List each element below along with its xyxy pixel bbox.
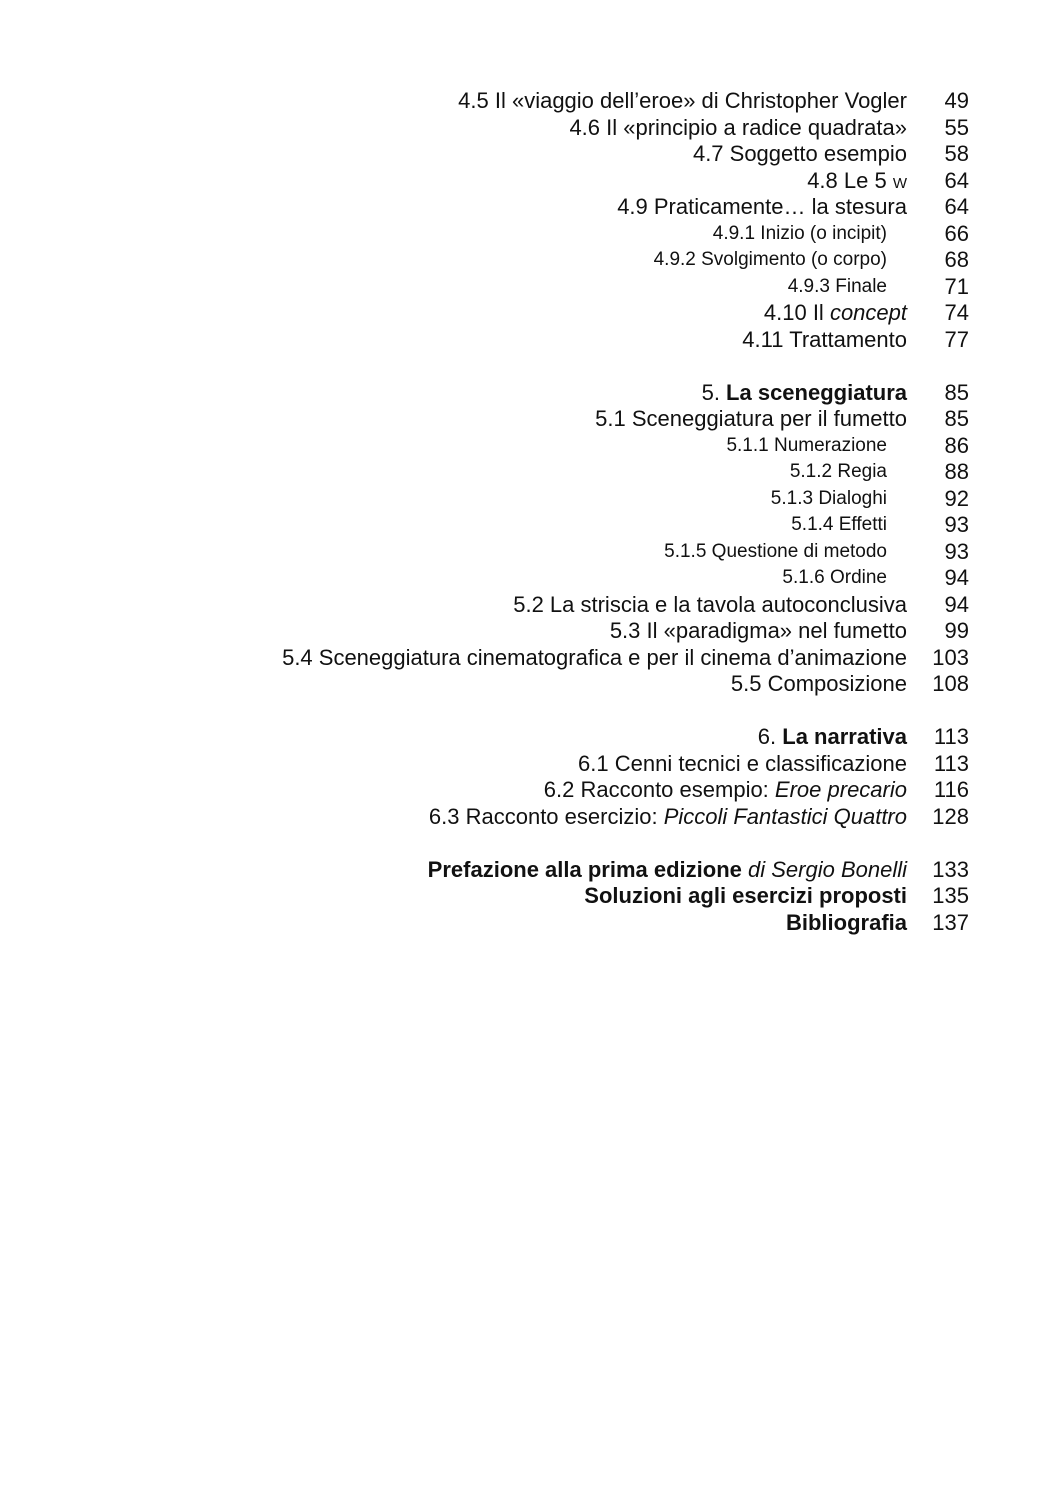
toc-entry-title [791, 512, 887, 539]
toc-entry-text: 5.1.5 Questione di metodo [664, 540, 887, 562]
toc-entry [0, 459, 1062, 486]
toc-entry-text: 5.1.2 Regia [789, 461, 887, 482]
toc-entry [0, 618, 1062, 645]
toc-page-number: 133 [932, 856, 969, 882]
toc-entry [0, 565, 1062, 592]
toc-entry-title [786, 910, 907, 937]
toc-page-number: 93 [944, 512, 969, 537]
toc-entry-title [788, 274, 887, 301]
toc-page-number: 64 [944, 167, 969, 193]
toc-entry [0, 486, 1062, 513]
toc-entry [0, 883, 1062, 910]
toc-page-number: 92 [944, 485, 969, 511]
toc-entry-title [771, 486, 887, 513]
toc-page-number: 85 [944, 406, 969, 431]
toc-entry-title [764, 300, 907, 327]
toc-entry-title [702, 380, 907, 407]
toc-entry-text: 6. [757, 724, 783, 749]
toc-entry-title [713, 221, 887, 248]
toc-page-number: 128 [932, 803, 969, 829]
toc-page-number: 55 [944, 114, 969, 140]
toc-entry-title [617, 194, 907, 221]
toc-page-number: 113 [933, 724, 969, 749]
toc-entry-text: 4.9.3 Finale [787, 275, 887, 297]
toc-entry [0, 168, 1062, 195]
toc-entry-text: 5.1.3 Dialoghi [770, 487, 887, 509]
toc-entry-text: 4.10 Il [763, 300, 830, 325]
toc-page-number: 49 [944, 88, 969, 113]
toc-entry [0, 300, 1062, 327]
toc-entry-text: 4.9 Praticamente… la stesura [617, 194, 907, 219]
toc-entry-title [569, 115, 907, 142]
toc-page-number: 137 [932, 909, 969, 935]
toc-entry-title [595, 406, 907, 433]
toc-entry [0, 910, 1062, 937]
toc-entry-title [578, 751, 907, 778]
toc-page-number: 66 [944, 220, 969, 246]
toc-entry [0, 857, 1062, 884]
toc-entry-title [807, 168, 907, 198]
toc-entry [0, 327, 1062, 354]
toc-entry-text: 4.7 Soggetto esempio [692, 141, 907, 166]
toc-entry-title [664, 539, 887, 566]
toc-entry-title [790, 459, 887, 486]
toc-entry-title [758, 724, 907, 751]
section-gap [0, 698, 1062, 725]
toc-entry-title [429, 804, 907, 831]
toc-page-number: 99 [944, 618, 969, 643]
toc-entry-title [731, 671, 907, 698]
toc-entry-title [782, 565, 887, 592]
toc-entry-title [610, 618, 907, 645]
toc-entry-text: Piccoli Fantastici Quattro [663, 803, 907, 829]
toc-entry-text: concept [829, 300, 907, 325]
table-of-contents [0, 88, 1062, 936]
section-gap [0, 830, 1062, 857]
toc-entry-text: 4.8 Le 5 [807, 167, 893, 193]
toc-entry [0, 724, 1062, 751]
toc-entry-text: 5.1.6 Ordine [782, 567, 887, 588]
toc-entry [0, 406, 1062, 433]
toc-entry-text: Prefazione alla prima edizione [427, 856, 742, 882]
toc-page-number: 135 [932, 883, 969, 908]
toc-entry-title [726, 433, 887, 460]
toc-entry-text: La sceneggiatura [726, 379, 907, 405]
toc-page-number: 85 [944, 379, 969, 405]
toc-entry-title [654, 247, 887, 274]
toc-entry-text: La narrativa [782, 724, 907, 749]
toc-page-number: 108 [932, 671, 969, 696]
toc-entry-title [742, 327, 907, 354]
toc-page-number: 64 [944, 194, 969, 219]
toc-entry-text: 6.3 Racconto esercizio: [428, 803, 664, 829]
toc-entry-text: 5.4 Sceneggiatura cinematografica e per il cinema d’animazione [282, 644, 907, 670]
toc-entry [0, 804, 1062, 831]
toc-entry [0, 645, 1062, 672]
toc-entry [0, 592, 1062, 619]
toc-entry-title [282, 645, 907, 672]
toc-entry-title [458, 88, 907, 115]
toc-entry-text: 5.1.4 Effetti [791, 514, 887, 535]
toc-entry [0, 380, 1062, 407]
toc-entry-text: 4.11 Trattamento [742, 326, 907, 352]
toc-entry-text: 5.3 Il «paradigma» nel fumetto [609, 618, 907, 643]
toc-page-number: 103 [932, 644, 969, 670]
toc-entry-title [428, 857, 907, 884]
toc-entry-text: 4.9.1 Inizio (o incipit) [712, 222, 887, 244]
toc-entry-text: 4.6 Il «principio a radice quadrata» [569, 114, 907, 140]
toc-entry-text: Eroe precario [774, 777, 907, 802]
toc-page-number: 68 [944, 247, 969, 272]
toc-entry-text: W [892, 174, 907, 192]
toc-entry-text: Soluzioni agli esercizi proposti [584, 883, 907, 908]
toc-page-number: 93 [944, 538, 969, 564]
toc-entry [0, 194, 1062, 221]
toc-page-number: 71 [944, 273, 969, 299]
section-gap [0, 353, 1062, 380]
toc-page-number: 74 [944, 300, 969, 325]
toc-entry [0, 247, 1062, 274]
toc-page-number: 86 [944, 432, 969, 458]
toc-entry-text: 5.5 Composizione [730, 671, 907, 696]
toc-entry [0, 512, 1062, 539]
toc-entry-title [584, 883, 907, 910]
toc-entry-title [544, 777, 907, 804]
toc-page-number: 94 [944, 591, 969, 617]
toc-page-number: 77 [944, 326, 969, 352]
toc-page-number: 116 [933, 777, 969, 802]
toc-entry-text: 5.1 Sceneggiatura per il fumetto [595, 406, 907, 431]
toc-entry-text: 5.1.1 Numerazione [726, 434, 887, 456]
toc-page-number: 94 [944, 565, 969, 590]
toc-entry [0, 671, 1062, 698]
toc-entry-text: 5.2 La striscia e la tavola autoconclusiva [513, 591, 907, 617]
toc-entry-text: 5. [701, 379, 727, 405]
toc-page-number: 113 [933, 750, 969, 776]
toc-page-number: 58 [944, 141, 969, 166]
toc-entry-text: Bibliografia [785, 909, 907, 935]
toc-page-number: 88 [944, 459, 969, 484]
toc-entry [0, 115, 1062, 142]
toc-entry [0, 777, 1062, 804]
toc-entry [0, 751, 1062, 778]
toc-entry-title [513, 592, 907, 619]
toc-entry-text: 4.5 Il «viaggio dell’eroe» di Christopher Vogler [458, 88, 907, 113]
toc-entry-title [693, 141, 907, 168]
toc-entry [0, 221, 1062, 248]
toc-entry-text: di Sergio Bonelli [748, 856, 907, 882]
toc-entry [0, 539, 1062, 566]
toc-entry [0, 88, 1062, 115]
toc-entry [0, 141, 1062, 168]
toc-entry [0, 274, 1062, 301]
toc-entry [0, 433, 1062, 460]
toc-entry-text: 6.2 Racconto esempio: [543, 777, 775, 802]
toc-entry-text: 6.1 Cenni tecnici e classificazione [578, 750, 907, 776]
toc-entry-text: 4.9.2 Svolgimento (o corpo) [653, 249, 887, 270]
